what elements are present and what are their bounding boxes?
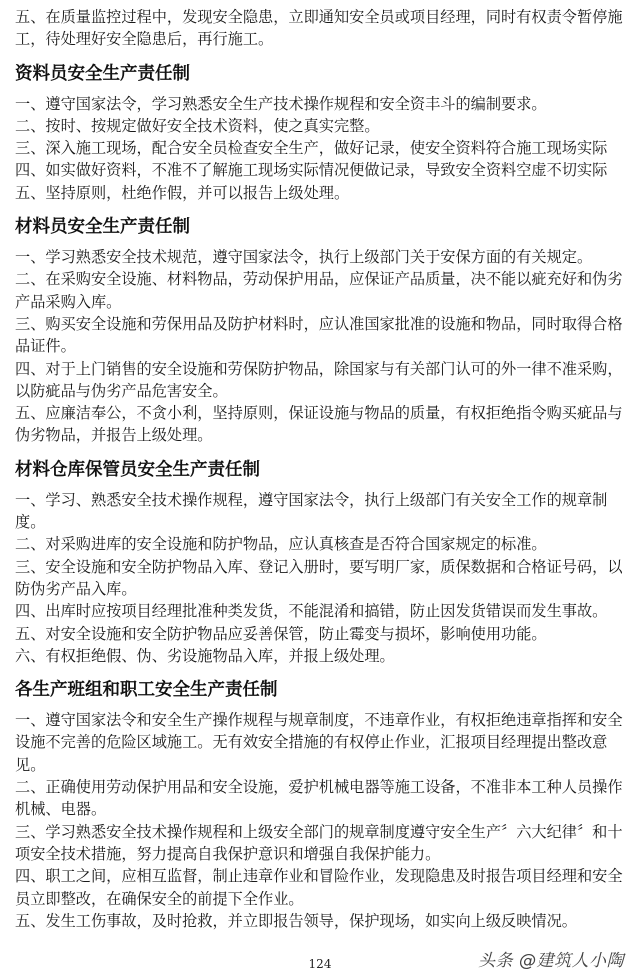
list-item: 四、职工之间，应相互监督，制止违章作业和冒险作业，发现隐患及时报告项目经理和安全员立即整改，在确保安全的前提下全作业。 [15,867,623,908]
list-item: 四、出库时应按项目经理批准种类发货，不能混淆和搞错，防止因发货错误而发生事故。 [15,602,608,621]
document-page [15,6,628,932]
list-item: 五、发生工伤事故，及时抢救，并立即报告领导，保护现场，如实向上级反映情况。 [15,911,577,930]
section-material-officer [15,214,628,447]
intro-paragraph: 五、在质量监控过程中，发现安全隐患，立即通知安全员或项目经理，同时有权责令暂停施工，待处理好安全隐患后，再行施工。 [15,8,623,49]
list-item: 三、安全设施和安全防护物品入库、登记入册时，要写明厂家，质保数据和合格证号码，以防伪劣产品入库。 [15,557,623,598]
section-title: 各生产班组和职工安全生产责任制 [15,680,278,701]
section-title: 资料员安全生产责任制 [15,63,190,84]
list-item: 三、购买安全设施和劳保用品及防护材料时，应认准国家批准的设施和物品，同时取得合格品证件。 [15,314,623,356]
section-title: 材料仓库保管员安全生产责任制 [15,459,260,480]
list-item: 二、按时、按规定做好安全技术资料，使之真实完整。 [15,116,380,135]
list-item: 五、应廉洁奉公，不贪小利，坚持原则，保证设施与物品的质量，有权拒绝指令购买疵品与伪劣物品，并报告上级处理。 [15,404,623,445]
page-number: 124 [308,957,332,971]
list-item: 四、对于上门销售的安全设施和劳保防护物品，除国家与有关部门认可的外一律不准采购，以防疵品与伪劣产品危害安全。 [15,359,623,400]
list-item: 五、对安全设施和安全防护物品应妥善保管，防止霉变与损坏，影响使用功能。 [15,624,547,643]
list-item: 六、有权拒绝假、伪、劣设施物品入库，并报上级处理。 [15,646,395,665]
list-item: 二、正确使用劳动保护用品和安全设施，爱护机械电器等施工设备，不准非本工种人员操作机械、电器。 [15,778,623,819]
list-item: 二、在采购安全设施、材料物品，劳动保护用品，应保证产品质量，决不能以疵充好和伪劣产品采购入库。 [15,270,623,311]
list-item: 二、对采购进库的安全设施和防护物品，应认真核查是否符合国家规定的标准。 [15,535,547,554]
list-item: 一、学习、熟悉安全技术操作规程，遵守国家法令，执行上级部门有关安全工作的规章制度。 [15,490,608,532]
list-item: 三、学习熟悉安全技术操作规程和上级安全部门的规章制度遵守安全生产〞六大纪律〞和十项安全技术措施，努力提高自我保护意识和增强自我保护能力。 [15,822,623,863]
list-item: 五、坚持原则，杜绝作假，并可以报告上级处理。 [15,183,350,202]
section-warehouse-keeper [15,457,628,667]
list-item: 一、遵守国家法令和安全生产操作规程与规章制度，不违章作业，有权拒绝违章指挥和安全设施不完善的危险区域施工。无有效安全措施的有权停止作业，汇报项目经理提出整改意见。 [15,711,623,774]
section-title: 材料员安全生产责任制 [15,217,190,238]
list-item: 一、遵守国家法令，学习熟悉安全生产技术操作规程和安全资丰斗的编制要求。 [15,94,547,113]
list-item: 三、深入施工现场，配合安全员检查安全生产，做好记录，使安全资料符合施工现场实际 [15,139,608,158]
section-teams-workers [15,677,628,932]
list-item: 一、学习熟悉安全技术规范，遵守国家法令，执行上级部门关于安保方面的有关规定。 [15,248,593,267]
section-archivist [15,61,628,204]
watermark: 头条 @建筑人小陶 [478,951,624,971]
list-item: 四、如实做好资料，不准不了解施工现场实际情况便做记录，导致安全资料空虚不切实际 [15,161,608,180]
